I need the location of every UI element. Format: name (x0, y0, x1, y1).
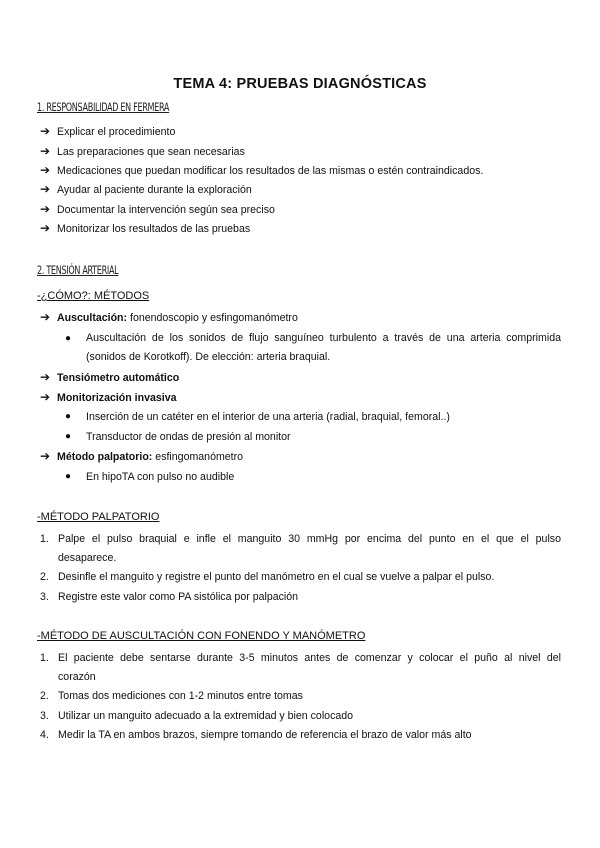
step-number: 2. (40, 690, 49, 702)
step-number: 4. (40, 729, 49, 741)
step-number: 2. (40, 571, 49, 583)
method-detail: fonendoscopio y esfingomanómetro (130, 312, 298, 324)
arrow-icon: ➔ (40, 182, 51, 196)
step-number: 1. (40, 652, 49, 664)
bullet-icon: ● (65, 333, 72, 344)
step-text-continuation: desaparece. (58, 552, 117, 564)
bullet-icon: ● (65, 411, 72, 422)
list-item: Auscultación de los sonidos de flujo sanguíneo turbulento a través de una arteria comprimida (86, 332, 561, 344)
subheading-como-metodos: -¿CÓMO?: MÉTODOS (37, 290, 150, 302)
step-text-continuation: corazón (58, 671, 96, 683)
subheading-metodo-palpatorio: -MÉTODO PALPATORIO (37, 511, 160, 523)
arrow-icon: ➔ (40, 390, 51, 404)
step-number: 3. (40, 591, 49, 603)
method-name: Auscultación: (57, 312, 128, 324)
arrow-icon: ➔ (40, 449, 51, 463)
arrow-icon: ➔ (40, 202, 51, 216)
list-item: Monitorizar los resultados de las pruebas (57, 223, 251, 235)
step-number: 3. (40, 710, 49, 722)
step-text: El paciente debe sentarse durante 3-5 minutos antes de comenzar y colocar el puño al nivel del (58, 652, 561, 664)
section-heading-tension-arterial: 2. TENSIÓN ARTERIAL (37, 263, 119, 277)
step-number: 1. (40, 533, 49, 545)
subheading-metodo-auscultacion: -MÉTODO DE AUSCULTACIÓN CON FONENDO Y MANÓMETRO (37, 630, 366, 642)
list-item-continuation: (sonidos de Korotkoff). De elección: arteria braquial. (86, 351, 331, 363)
list-item (57, 312, 298, 324)
method-name: Monitorización invasiva (57, 392, 177, 404)
arrow-icon: ➔ (40, 144, 51, 158)
list-item (57, 372, 179, 384)
list-item: Las preparaciones que sean necesarias (57, 146, 245, 158)
bullet-icon: ● (65, 471, 72, 482)
step-text: Tomas dos mediciones con 1-2 minutos entre tomas (58, 690, 303, 702)
page-title: TEMA 4: PRUEBAS DIAGNÓSTICAS (173, 76, 427, 92)
step-text: Utilizar un manguito adecuado a la extremidad y bien colocado (58, 710, 354, 722)
list-item: Documentar la intervención según sea preciso (57, 204, 275, 216)
method-name: Tensiómetro automático (57, 372, 180, 384)
bullet-icon: ● (65, 431, 72, 442)
method-detail: esfingomanómetro (155, 451, 244, 463)
list-item: Medicaciones que puedan modificar los resultados de las mismas o estén contraindicados. (57, 165, 484, 177)
list-item (57, 392, 177, 404)
section-heading-responsabilidad: 1. RESPONSABILIDAD EN FERMERA (37, 100, 170, 114)
list-item: Inserción de un catéter en el interior de una arteria (radial, braquial, femoral..) (86, 411, 450, 423)
method-name: Método palpatorio: (57, 451, 153, 463)
step-text: Medir la TA en ambos brazos, siempre tomando de referencia el brazo de valor más alto (58, 729, 472, 741)
arrow-icon: ➔ (40, 163, 51, 177)
arrow-icon: ➔ (40, 124, 51, 138)
step-text: Desinfle el manguito y registre el punto del manómetro en el cual se vuelve a palpar el pulso. (58, 571, 495, 583)
step-text: Registre este valor como PA sistólica por palpación (58, 591, 299, 603)
list-item (57, 451, 243, 463)
list-item: Transductor de ondas de presión al monitor (86, 431, 291, 443)
arrow-icon: ➔ (40, 221, 51, 235)
list-item: En hipoTA con pulso no audible (86, 471, 235, 483)
list-item: Explicar el procedimiento (57, 126, 176, 138)
step-text: Palpe el pulso braquial e infle el manguito 30 mmHg por encima del punto en el que el pulso (58, 533, 561, 545)
list-item: Ayudar al paciente durante la exploración (57, 184, 252, 196)
arrow-icon: ➔ (40, 310, 51, 324)
arrow-icon: ➔ (40, 370, 51, 384)
